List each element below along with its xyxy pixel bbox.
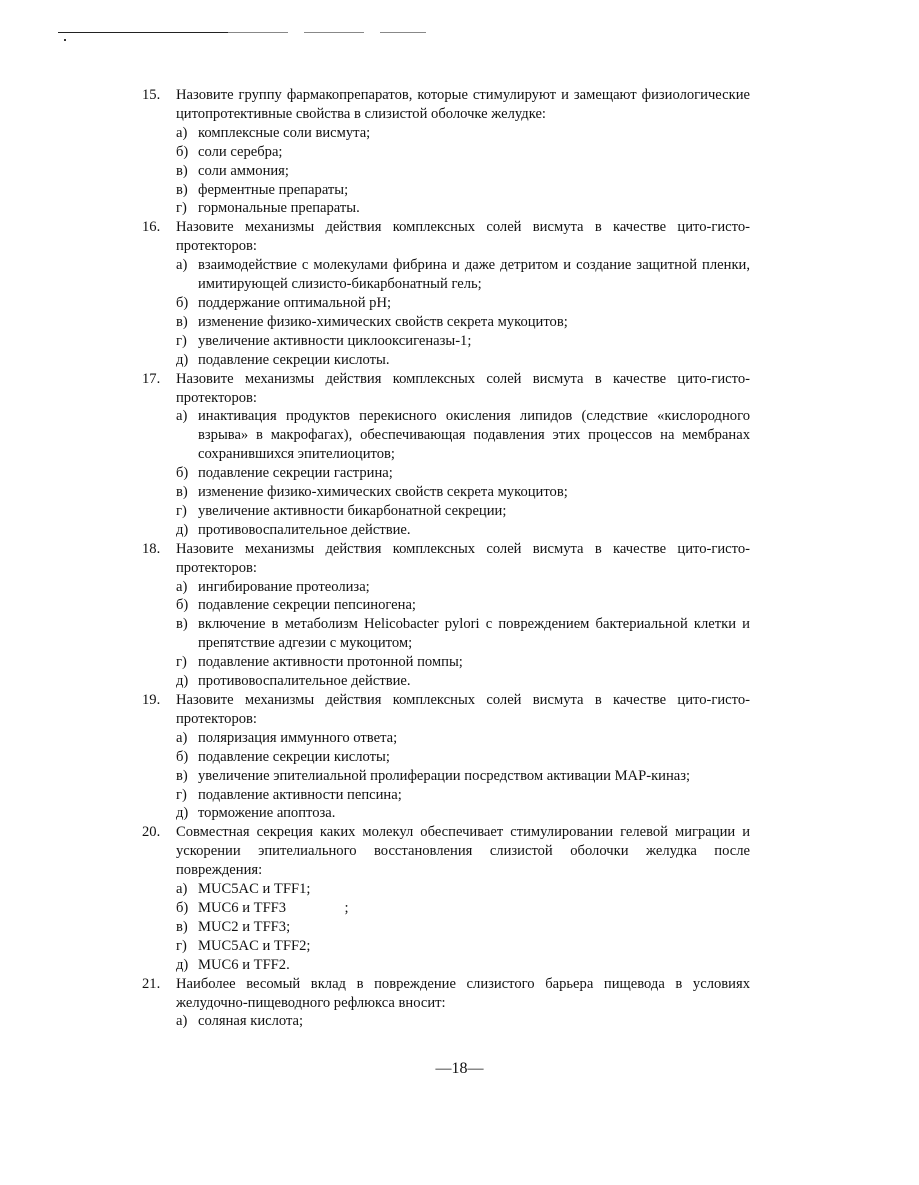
option-text: подавление секреции кислоты; (198, 748, 390, 765)
option-letter: а) (176, 408, 188, 425)
option-letter: в) (176, 484, 188, 501)
question-number: 19. (142, 692, 161, 708)
answer-option (176, 615, 754, 653)
answer-option (176, 464, 750, 483)
answer-options (176, 1012, 750, 1031)
option-text: подавление секреции кислоты. (198, 351, 390, 368)
answer-option (176, 143, 750, 162)
option-text: поляризация иммунного ответа; (198, 729, 398, 746)
option-letter: в) (176, 918, 188, 935)
question-number: 16. (142, 219, 161, 236)
option-letter: д) (176, 956, 189, 973)
question-text: Наиболее весомый вклад в повреждение слизистого барьера пищевода в условиях желудочно-пищеводного рефлюкса вносит: (176, 975, 750, 1011)
question-19 (142, 691, 750, 823)
option-letter: г) (176, 200, 187, 217)
option-text: изменение физико-химических свойств секрета мукоцитов; (198, 313, 568, 330)
option-letter: г) (176, 654, 187, 671)
option-text: комплексные соли висмута; (198, 124, 371, 141)
option-text: подавление активности пепсина; (198, 786, 402, 803)
question-text: Назовите группу фармакопрепаратов, которые стимулируют и замещают физиологические цитопротективные свойства в слизистой оболочке желудке: (176, 87, 750, 122)
question-text: Совместная секреция каких молекул обеспечивает стимулировании гелевой миграции и ускорении эпителиального восстановления слизистой оболочки желудка после повреждения: (176, 824, 750, 879)
answer-option (176, 181, 750, 200)
option-text: MUC6 и TFF3 ; (198, 899, 349, 916)
answer-option (176, 502, 750, 521)
question-text: Назовите механизмы действия комплексных солей висмута в качестве цито-гисто-протекторов: (176, 540, 750, 576)
answer-option (176, 313, 750, 332)
option-text: поддержание оптимальной pH; (198, 294, 392, 311)
option-letter: д) (176, 673, 189, 690)
answer-options (176, 407, 754, 539)
option-text: MUC5AC и TFF1; (198, 881, 311, 898)
answer-option (176, 521, 750, 540)
answer-option (176, 596, 750, 615)
question-number: 17. (142, 370, 161, 387)
answer-option (176, 653, 750, 672)
answer-option (176, 880, 750, 899)
answer-option (176, 956, 750, 975)
option-text: торможение апоптоза. (198, 805, 336, 822)
answer-option (176, 578, 750, 597)
option-letter: б) (176, 597, 189, 614)
option-letter: б) (176, 465, 189, 482)
answer-option (176, 351, 750, 370)
question-number: 18. (142, 540, 161, 557)
answer-option (176, 407, 754, 464)
answer-option (176, 804, 750, 823)
answer-option (176, 256, 754, 294)
option-text: инактивация продуктов перекисного окисления липидов (следствие «кислородного взрыва» в макрофагах), обеспечивающая подавления этих процессов на мембранах сохранившихся эпителиоцитов; (198, 408, 754, 463)
question-number: 20. (142, 824, 161, 841)
question-text: Назовите механизмы действия комплексных солей висмута в качестве цито-гисто-протекторов: (176, 219, 750, 255)
answer-options (176, 578, 754, 691)
option-text: взаимодействие с молекулами фибрина и даже детритом и создание защитной пленки, имитирующей слизисто-бикарбонатный гель; (198, 257, 754, 293)
option-text: ферментные препараты; (198, 181, 349, 198)
question-18 (142, 540, 754, 691)
option-text: соли серебра; (198, 143, 283, 160)
option-text: подавление активности протонной помпы; (198, 654, 463, 671)
option-text: гормональные препараты. (198, 200, 360, 217)
answer-options (176, 729, 750, 824)
header-rule-segment (304, 32, 364, 33)
option-letter: г) (176, 332, 187, 349)
option-text: противовоспалительное действие. (198, 673, 411, 690)
header-rule-segment (58, 32, 228, 33)
option-text: включение в метаболизм Helicobacter pylori с повреждением бактериальной клетки и препятствие адгезии с мукоцитом; (198, 616, 754, 652)
option-letter: в) (176, 181, 188, 198)
answer-options (176, 880, 750, 975)
page-number: —18— (435, 1060, 484, 1077)
option-text: соляная кислота; (198, 1013, 304, 1030)
answer-option (176, 483, 750, 502)
option-text: изменение физико-химических свойств секрета мукоцитов; (198, 484, 568, 501)
option-letter: д) (176, 351, 189, 368)
answer-option (176, 162, 750, 181)
option-letter: б) (176, 143, 189, 160)
question-17 (142, 370, 754, 540)
header-rule-segment (380, 32, 426, 33)
option-text: соли аммония; (198, 162, 289, 179)
option-text: противовоспалительное действие. (198, 521, 411, 538)
answer-option (176, 937, 750, 956)
answer-option (176, 918, 750, 937)
option-letter: г) (176, 937, 187, 954)
answer-option (176, 748, 750, 767)
question-text: Назовите механизмы действия комплексных солей висмута в качестве цито-гисто-протекторов: (176, 692, 750, 727)
option-text: MUC5AC и TFF2; (198, 937, 311, 954)
option-letter: в) (176, 767, 188, 784)
option-letter: д) (176, 521, 189, 538)
option-text: увеличение активности бикарбонатной секреции; (198, 502, 507, 519)
option-letter: а) (176, 1013, 188, 1030)
option-text: увеличение эпителиальной пролиферации посредством активации МАР-киназ; (198, 767, 691, 784)
answer-option (176, 767, 750, 786)
answer-option (176, 1012, 750, 1031)
question-number: 21. (142, 975, 161, 992)
option-text: подавление секреции пепсиногена; (198, 597, 416, 614)
header-rule-segment (228, 32, 288, 33)
answer-option (176, 294, 750, 313)
answer-option (176, 672, 750, 691)
option-letter: д) (176, 805, 189, 822)
question-20 (142, 823, 750, 974)
option-letter: а) (176, 257, 188, 274)
answer-option (176, 332, 750, 351)
question-16 (142, 218, 754, 369)
option-letter: а) (176, 729, 188, 746)
header-rule-mark (64, 39, 66, 41)
option-letter: а) (176, 124, 188, 141)
option-letter: б) (176, 899, 189, 916)
answer-option (176, 124, 750, 143)
option-letter: в) (176, 162, 188, 179)
option-letter: б) (176, 748, 189, 765)
answer-options (176, 256, 754, 369)
option-letter: в) (176, 616, 188, 633)
option-letter: б) (176, 294, 189, 311)
answer-option (176, 899, 750, 918)
question-text: Назовите механизмы действия комплексных солей висмута в качестве цито-гисто-протекторов: (176, 370, 750, 406)
option-text: увеличение активности циклооксигеназы-1; (198, 332, 472, 349)
option-letter: а) (176, 881, 188, 898)
answer-option (176, 786, 750, 805)
option-text: подавление секреции гастрина; (198, 465, 393, 482)
option-letter: г) (176, 786, 187, 803)
option-text: MUC6 и TFF2. (198, 956, 290, 973)
option-letter: а) (176, 578, 188, 595)
answer-option (176, 729, 750, 748)
option-text: MUC2 и TFF3; (198, 918, 291, 935)
option-letter: г) (176, 502, 187, 519)
question-21 (142, 975, 750, 1032)
answer-option (176, 199, 750, 218)
option-text: ингибирование протеолиза; (198, 578, 370, 595)
question-list (142, 86, 754, 1031)
question-number: 15. (142, 87, 161, 103)
answer-options (176, 124, 750, 219)
option-letter: в) (176, 313, 188, 330)
question-15 (142, 86, 750, 218)
